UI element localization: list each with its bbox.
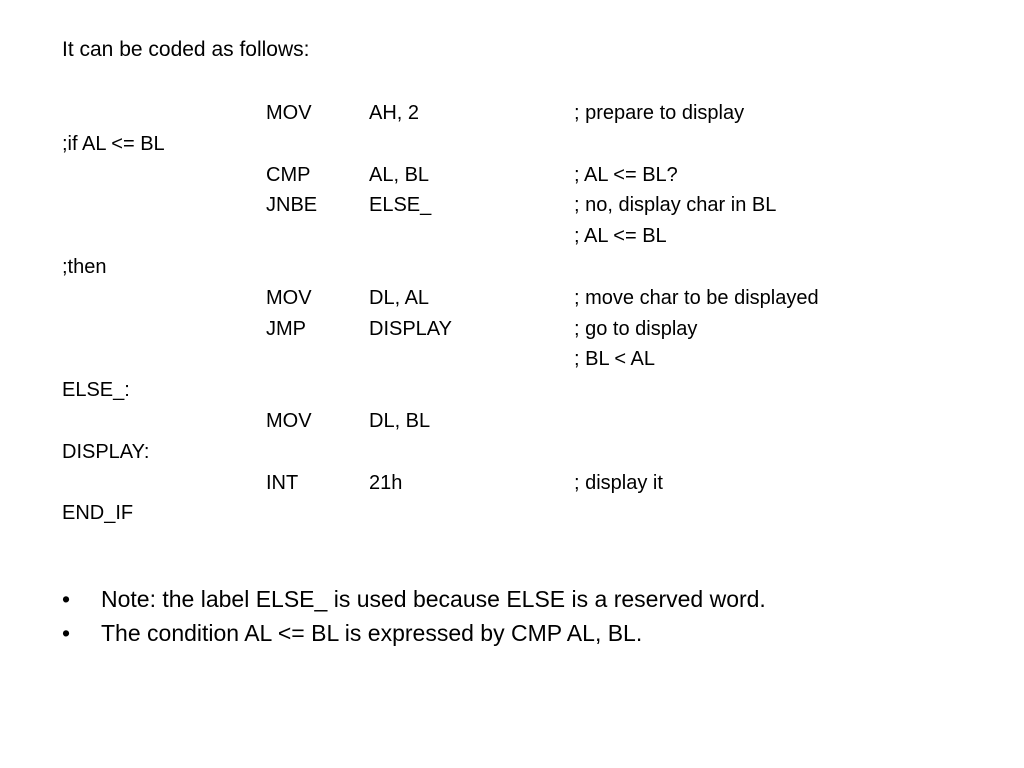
code-line <box>62 98 962 129</box>
code-comment: ; move char to be displayed <box>574 286 819 309</box>
bullet-icon: • <box>62 620 71 646</box>
code-label: ELSE_: <box>62 379 130 402</box>
code-operand: 21h <box>369 471 403 494</box>
code-comment: ; go to display <box>574 317 698 340</box>
code-line <box>62 190 962 221</box>
code-line <box>62 437 962 468</box>
code-line <box>62 160 962 191</box>
code-line <box>62 129 962 160</box>
code-listing <box>62 98 962 529</box>
code-opcode: MOV <box>266 409 312 432</box>
note-text: Note: the label ELSE_ is used because ELSE is a reserved word. <box>101 586 766 612</box>
code-opcode: MOV <box>266 286 312 309</box>
code-line <box>62 498 962 529</box>
code-line <box>62 468 962 499</box>
code-operand: AL, BL <box>369 163 430 186</box>
code-opcode: CMP <box>266 163 311 186</box>
code-line <box>62 314 962 345</box>
code-line <box>62 283 962 314</box>
code-comment: ; AL <= BL <box>574 225 667 248</box>
list-item <box>62 582 766 616</box>
code-operand: DL, AL <box>369 286 430 309</box>
code-opcode: MOV <box>266 102 312 124</box>
code-label: END_IF <box>62 502 134 525</box>
code-comment: ; no, display char in BL <box>574 194 777 217</box>
code-operand: DISPLAY <box>369 317 452 340</box>
code-operand: DL, BL <box>369 409 431 432</box>
code-label: ;if AL <= BL <box>62 132 165 155</box>
code-label: ;then <box>62 255 107 278</box>
code-opcode: JMP <box>266 317 306 340</box>
code-comment: ; BL < AL <box>574 348 655 371</box>
code-line <box>62 375 962 406</box>
code-opcode: JNBE <box>266 194 318 217</box>
notes-list <box>62 582 766 650</box>
code-operand: ELSE_ <box>369 194 432 217</box>
code-line <box>62 252 962 283</box>
code-comment: ; display it <box>574 471 663 494</box>
code-line <box>62 344 962 375</box>
note-text: The condition AL <= BL is expressed by CMP AL, BL. <box>101 620 643 646</box>
intro-text: It can be coded as follows: <box>62 38 310 61</box>
code-comment: ; AL <= BL? <box>574 163 678 186</box>
code-line <box>62 221 962 252</box>
list-item <box>62 616 766 650</box>
code-label: DISPLAY: <box>62 440 150 463</box>
code-comment: ; prepare to display <box>574 102 745 124</box>
code-line <box>62 406 962 437</box>
code-opcode: INT <box>266 471 299 494</box>
bullet-icon: • <box>62 586 71 612</box>
code-operand: AH, 2 <box>369 102 420 124</box>
